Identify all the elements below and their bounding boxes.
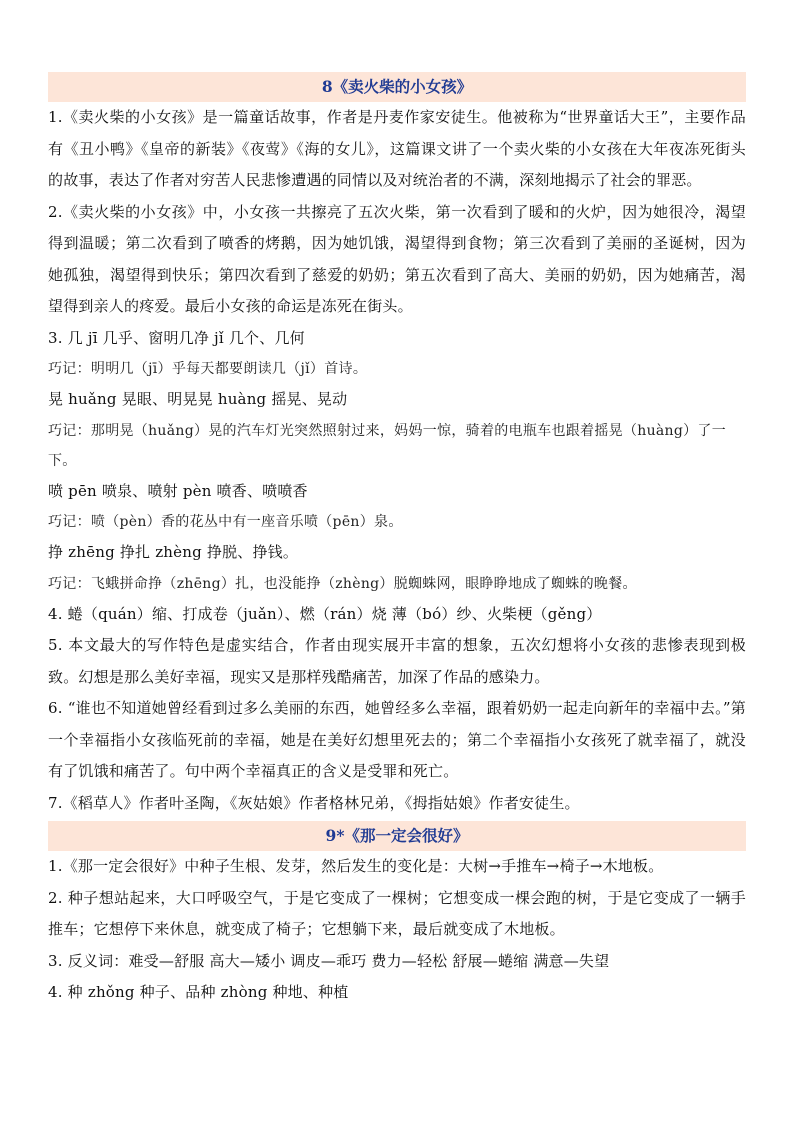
section-header: 9*《那一定会很好》 bbox=[48, 821, 746, 851]
paragraph: 7.《稻草人》作者叶圣陶，《灰姑娘》作者格林兄弟，《拇指姑娘》作者安徒生。 bbox=[48, 793, 580, 812]
mnemonic-note: 巧记：那明晃（huǎng）晃的汽车灯光突然照射过来，妈妈一惊，骑着的电瓶车也跟着摇晃（huàng）了一下。 bbox=[48, 422, 727, 469]
paragraph: 6. “谁也不知道她曾经看到过多么美丽的东西，她曾经多么幸福，跟着奶奶一起走向新年的幸福中去。”第一个幸福指小女孩临死前的幸福，她是在美好幻想里死去的；第二个幸福指小女孩死了就幸福了，就没有了饥饿和痛苦了。句中两个幸福真正的含义是受罪和死亡。 bbox=[48, 699, 746, 780]
mnemonic-note: 巧记：喷（pèn）香的花丛中有一座音乐喷（pēn）泉。 bbox=[48, 514, 403, 530]
paragraph: 4. 种 zhǒng 种子、品种 zhòng 种地、种植 bbox=[48, 983, 349, 1001]
paragraph: 2.《卖火柴的小女孩》中，小女孩一共擦亮了五次火柴，第一次看到了暖和的火炉，因为她很冷，渴望得到温暖；第二次看到了喷香的烤鹅，因为她饥饿，渴望得到食物；第三次看到了美丽的圣诞树，因为她孤独，渴望得到快乐；第四次看到了慈爱的奶奶；第五次看到了高大、美丽的奶奶，因为她痛苦，渴望得到亲人的疼爱。最后小女孩的命运是冻死在街头。 bbox=[48, 202, 746, 315]
paragraph: 3. 几 jī 几乎、窗明几净 jǐ 几个、几何 bbox=[48, 328, 305, 347]
paragraph: 5. 本文最大的写作特色是虚实结合，作者由现实展开丰富的想象，五次幻想将小女孩的悲惨表现到极致。幻想是那么美好幸福，现实又是那样残酷痛苦，加深了作品的感染力。 bbox=[48, 636, 746, 686]
section-header: 8《卖火柴的小女孩》 bbox=[48, 72, 746, 102]
paragraph: 喷 pēn 喷泉、喷射 pèn 喷香、喷喷香 bbox=[48, 481, 308, 500]
document-page bbox=[48, 72, 746, 1009]
paragraph: 4. 蜷（quán）缩、打成卷（juǎn）、燃（rán）烧 薄（bó）纱、火柴梗（gěng） bbox=[48, 604, 602, 623]
paragraph: 3. 反义词：难受—舒服 高大—矮小 调皮—乖巧 费力—轻松 舒展—蜷缩 满意—失望 bbox=[48, 951, 610, 970]
paragraph: 1.《卖火柴的小女孩》是一篇童话故事，作者是丹麦作家安徒生。他被称为“世界童话大王”，主要作品有《丑小鸭》《皇帝的新装》《夜莺》《海的女儿》，这篇课文讲了一个卖火柴的小女孩在大年夜冻死街头的故事，表达了作者对穷苦人民悲惨遭遇的同情以及对统治者的不满，深刻地揭示了社会的罪恶。 bbox=[48, 108, 746, 189]
paragraph: 晃 huǎng 晃眼、明晃晃 huàng 摇晃、晃动 bbox=[48, 390, 348, 408]
paragraph: 1.《那一定会很好》中种子生根、发芽，然后发生的变化是：大树→手推车→椅子→木地板。 bbox=[48, 857, 664, 875]
mnemonic-note: 巧记：明明几（jī）乎每天都要朗读几（jǐ）首诗。 bbox=[48, 361, 368, 377]
paragraph: 挣 zhēng 挣扎 zhèng 挣脱、挣钱。 bbox=[48, 543, 299, 561]
mnemonic-note: 巧记：飞蛾拼命挣（zhēng）扎，也没能挣（zhèng）脱蜘蛛网，眼睁睁地成了蜘蛛的晚餐。 bbox=[48, 575, 637, 592]
paragraph: 2. 种子想站起来，大口呼吸空气，于是它变成了一棵树；它想变成一棵会跑的树，于是它变成了一辆手推车；它想停下来休息，就变成了椅子；它想躺下来，最后就变成了木地板。 bbox=[48, 888, 746, 938]
